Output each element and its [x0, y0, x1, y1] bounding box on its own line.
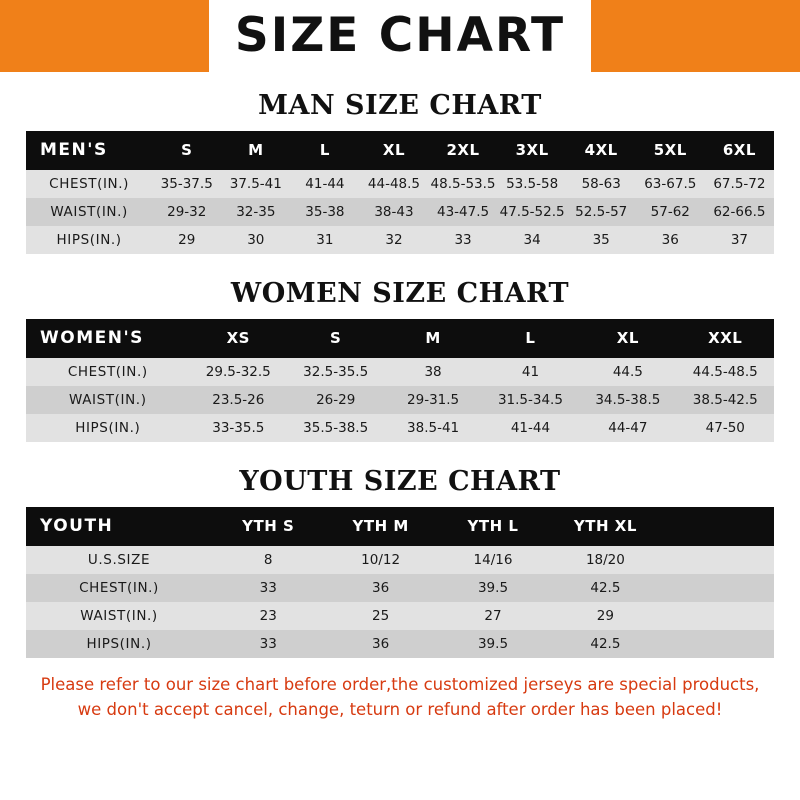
table-cell: 29	[596, 608, 614, 624]
table-row	[26, 574, 774, 602]
section-title-women: WOMEN SIZE CHART	[230, 278, 570, 309]
column-header: L	[319, 141, 330, 159]
table-cell: 33	[259, 580, 277, 596]
row-label: WAIST(IN.)	[69, 392, 147, 408]
column-header: L	[525, 329, 536, 347]
table-cell: 8	[263, 552, 273, 568]
table-cell: 41-44	[305, 176, 345, 192]
column-header: 2XL	[446, 141, 480, 159]
table-cell: 42.5	[590, 636, 621, 652]
table-row	[26, 170, 774, 198]
row-label: WAIST(IN.)	[80, 608, 158, 624]
column-header: XL	[616, 329, 639, 347]
order-policy-note	[22, 672, 778, 722]
table-cell: 39.5	[477, 580, 509, 596]
table-cell: 53.5-58	[506, 176, 559, 192]
note-line-2: we don't accept cancel, change, teturn or refund after order has been placed!	[77, 700, 723, 719]
row-label-header: WOMEN'S	[40, 328, 144, 348]
row-label-header: YOUTH	[40, 516, 114, 536]
table-row	[26, 198, 774, 226]
table-cell: 36	[372, 636, 390, 652]
table-cell: 27	[484, 608, 502, 624]
table-body	[26, 358, 774, 442]
table-cell: 57-62	[650, 204, 690, 220]
youth-size-table	[26, 507, 774, 658]
table-cell: 33	[454, 232, 472, 248]
table-cell: 29.5-32.5	[205, 364, 271, 380]
table-cell: 42.5	[590, 580, 621, 596]
section-title-youth: YOUTH SIZE CHART	[239, 466, 561, 497]
table-cell: 23	[259, 608, 277, 624]
spacer	[0, 254, 800, 278]
spacer	[0, 72, 800, 90]
row-label: CHEST(IN.)	[49, 176, 129, 192]
table-cell: 38.5-41	[407, 420, 460, 436]
table-cell: 41-44	[510, 420, 551, 436]
table-cell: 25	[372, 608, 390, 624]
table-cell: 31	[316, 232, 334, 248]
table-row	[26, 358, 774, 386]
table-row	[26, 226, 774, 254]
column-header: S	[330, 329, 342, 347]
column-header: M	[425, 329, 441, 347]
table-cell: 34.5-38.5	[595, 392, 661, 408]
table-header-row	[26, 319, 774, 358]
table-cell: 35-37.5	[160, 176, 213, 192]
column-header: 6XL	[722, 141, 756, 159]
table-cell: 67.5-72	[713, 176, 766, 192]
table-cell: 18/20	[585, 552, 625, 568]
column-header: YTH S	[242, 517, 295, 535]
spacer	[0, 497, 800, 507]
column-header-spacer	[662, 507, 774, 546]
table-cell: 35-38	[305, 204, 345, 220]
table-row	[26, 602, 774, 630]
table-cell: 29-31.5	[407, 392, 460, 408]
table-cell: 37.5-41	[229, 176, 282, 192]
table-cell: 44.5-48.5	[692, 364, 758, 380]
table-cell: 44.5	[612, 364, 643, 380]
table-body	[26, 546, 774, 658]
table-cell: 35.5-38.5	[303, 420, 369, 436]
column-header: 5XL	[653, 141, 687, 159]
table-cell: 41	[521, 364, 540, 380]
table-cell: 30	[247, 232, 265, 248]
header-band	[0, 0, 800, 72]
column-header: YTH L	[467, 517, 519, 535]
youth-size-table-wrap	[26, 507, 774, 658]
table-cell-spacer	[662, 602, 774, 630]
table-cell: 32-35	[236, 204, 276, 220]
column-header: XXL	[708, 329, 743, 347]
table-body	[26, 170, 774, 254]
table-cell: 33-35.5	[212, 420, 265, 436]
column-header: YTH XL	[573, 517, 637, 535]
table-head	[26, 319, 774, 358]
table-cell-spacer	[662, 546, 774, 574]
row-label: HIPS(IN.)	[56, 232, 122, 248]
table-head	[26, 507, 774, 546]
row-label: CHEST(IN.)	[67, 364, 148, 380]
table-cell: 32	[385, 232, 403, 248]
table-head	[26, 131, 774, 170]
table-cell: 39.5	[477, 636, 509, 652]
table-cell: 29-32	[167, 204, 207, 220]
table-cell: 32.5-35.5	[303, 364, 369, 380]
table-row	[26, 414, 774, 442]
row-label-header: MEN'S	[40, 140, 108, 160]
row-label: HIPS(IN.)	[86, 636, 152, 652]
row-label: HIPS(IN.)	[75, 420, 141, 436]
table-cell: 37	[730, 232, 748, 248]
table-cell: 36	[661, 232, 679, 248]
spacer	[0, 309, 800, 319]
table-cell-spacer	[662, 630, 774, 658]
table-cell: 47.5-52.5	[499, 204, 565, 220]
table-cell: 38.5-42.5	[692, 392, 758, 408]
spacer	[0, 121, 800, 131]
column-header: 4XL	[584, 141, 618, 159]
table-cell: 38-43	[374, 204, 414, 220]
spacer	[0, 442, 800, 466]
column-header: XS	[226, 329, 250, 347]
row-label: WAIST(IN.)	[50, 204, 128, 220]
table-cell: 14/16	[473, 552, 513, 568]
table-cell: 23.5-26	[212, 392, 265, 408]
table-header-row	[26, 131, 774, 170]
table-cell: 34	[523, 232, 541, 248]
table-cell: 35	[592, 232, 610, 248]
row-label: U.S.SIZE	[87, 552, 151, 568]
table-cell: 52.5-57	[575, 204, 628, 220]
table-cell: 47-50	[705, 420, 745, 436]
table-cell: 44-47	[608, 420, 648, 436]
table-cell: 36	[372, 580, 390, 596]
column-header: YTH M	[352, 517, 409, 535]
table-cell: 38	[424, 364, 442, 380]
table-cell: 43-47.5	[436, 204, 490, 220]
note-line-1: Please refer to our size chart before order,the customized jerseys are special products,	[40, 675, 760, 694]
table-cell: 10/12	[361, 552, 401, 568]
section-title-man: MAN SIZE CHART	[258, 90, 542, 121]
table-header-row	[26, 507, 774, 546]
column-header: 3XL	[515, 141, 549, 159]
table-cell: 31.5-34.5	[497, 392, 563, 408]
page-title: SIZE CHART	[209, 0, 591, 72]
column-header: M	[248, 141, 264, 159]
table-cell: 62-66.5	[713, 204, 766, 220]
table-row	[26, 546, 774, 574]
table-cell: 48.5-53.5	[430, 176, 496, 192]
column-header: XL	[382, 141, 406, 159]
column-header: S	[181, 141, 193, 159]
table-cell: 63-67.5	[644, 176, 697, 192]
table-cell: 29	[178, 232, 196, 248]
table-row	[26, 386, 774, 414]
table-cell: 44-48.5	[367, 176, 421, 192]
women-size-table-wrap	[26, 319, 774, 442]
table-cell: 26-29	[316, 392, 356, 408]
row-label: CHEST(IN.)	[79, 580, 159, 596]
table-row	[26, 630, 774, 658]
man-size-table-wrap	[26, 131, 774, 254]
table-cell-spacer	[662, 574, 774, 602]
table-cell: 33	[259, 636, 277, 652]
man-size-table	[26, 131, 774, 254]
women-size-table	[26, 319, 774, 442]
table-cell: 58-63	[581, 176, 621, 192]
